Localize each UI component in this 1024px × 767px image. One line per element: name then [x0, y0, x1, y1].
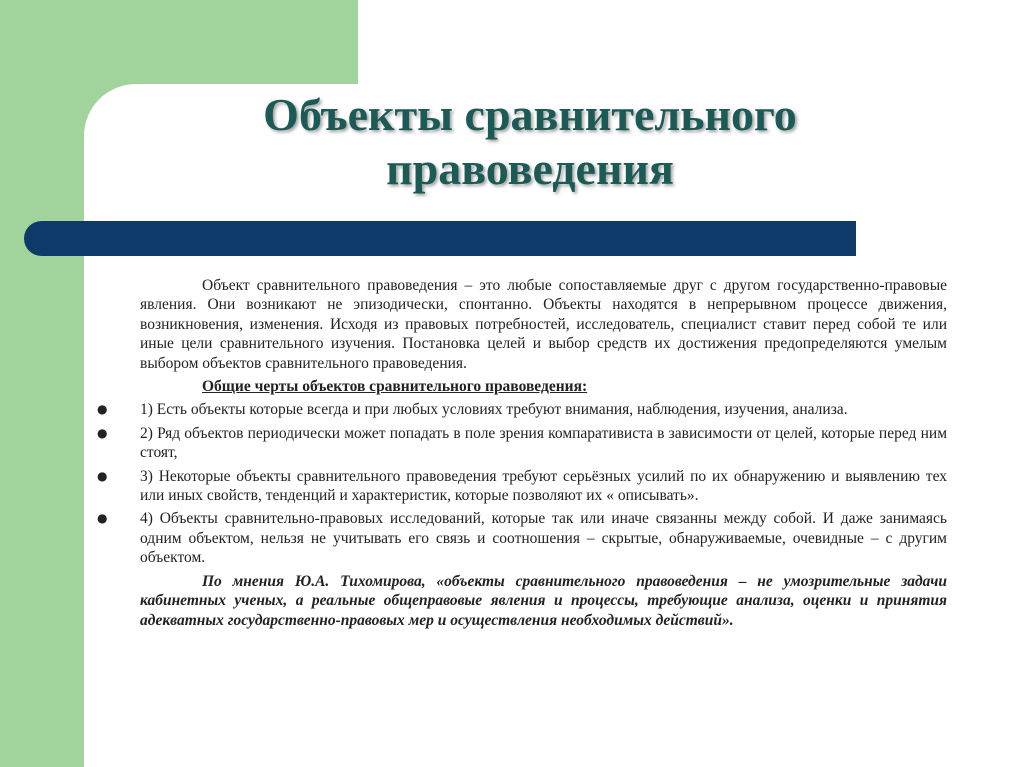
- background-green-strip: [0, 0, 84, 767]
- slide-title-line-1: Объекты сравнительного: [263, 89, 797, 140]
- bullet-icon: ●: [97, 511, 108, 526]
- list-item-text: 2) Ряд объектов периодически может попадать в поле зрения компаративиста в зависимости от целей, которые перед ним стоят,: [140, 424, 947, 462]
- list-item-text: 1) Есть объекты которые всегда и при любых условиях требуют внимания, наблюдения, изучения, анализа.: [140, 401, 848, 419]
- list-item: [97, 509, 947, 567]
- list-item-text: 4) Объекты сравнительно-правовых исследований, которые так или иначе связанны между собой. И даже занимаясь одним объектом, нельзя не учитывать его связь и соотношения – скрытые, обнаруживаемые, очевидные – с другим объектом.: [140, 510, 947, 567]
- list-item-text: 3) Некоторые объекты сравнительного правоведения требуют серьёзных усилий по их обнаружению и выявлению тех или иных свойств, тенденций и характеристик, которые позволяют их « описывать».: [140, 467, 947, 505]
- bullet-icon: ●: [97, 425, 108, 440]
- slide-title-line-2: правоведения: [386, 143, 674, 194]
- title-divider-bar: [24, 221, 856, 256]
- bullet-icon: ●: [97, 468, 108, 483]
- list-item: [97, 424, 947, 463]
- list-item: [97, 400, 947, 419]
- slide-body: [97, 276, 947, 630]
- list-item: [97, 467, 947, 506]
- bullet-icon: ●: [97, 402, 108, 417]
- slide-title: [150, 88, 910, 196]
- intro-paragraph: Объект сравнительного правоведения – это любые сопоставляемые друг с другом государственно-правовые явления. Они возникают не эпизодически, спонтанно. Объекты находятся в непрерывном процессе движения, возникновения, изменения. Исходя из правовых потребностей, исследователь, специалист ставит перед собой те или иные цели сравнительного изучения. Постановка целей и выбор средств их достижения предопределяются умелым выбором объектов сравнительного правоведения.: [140, 277, 947, 372]
- features-heading: Общие черты объектов сравнительного правоведения:: [202, 378, 588, 396]
- quote-paragraph: По мнения Ю.А. Тихомирова, «объекты сравнительного правоведения – не умозрительные задачи кабинетных ученых, а реальные общеправовые явления и процессы, требующие анализа, оценки и принятия адекватных государственно-правовых мер и осуществления необходимых действий».: [140, 572, 947, 629]
